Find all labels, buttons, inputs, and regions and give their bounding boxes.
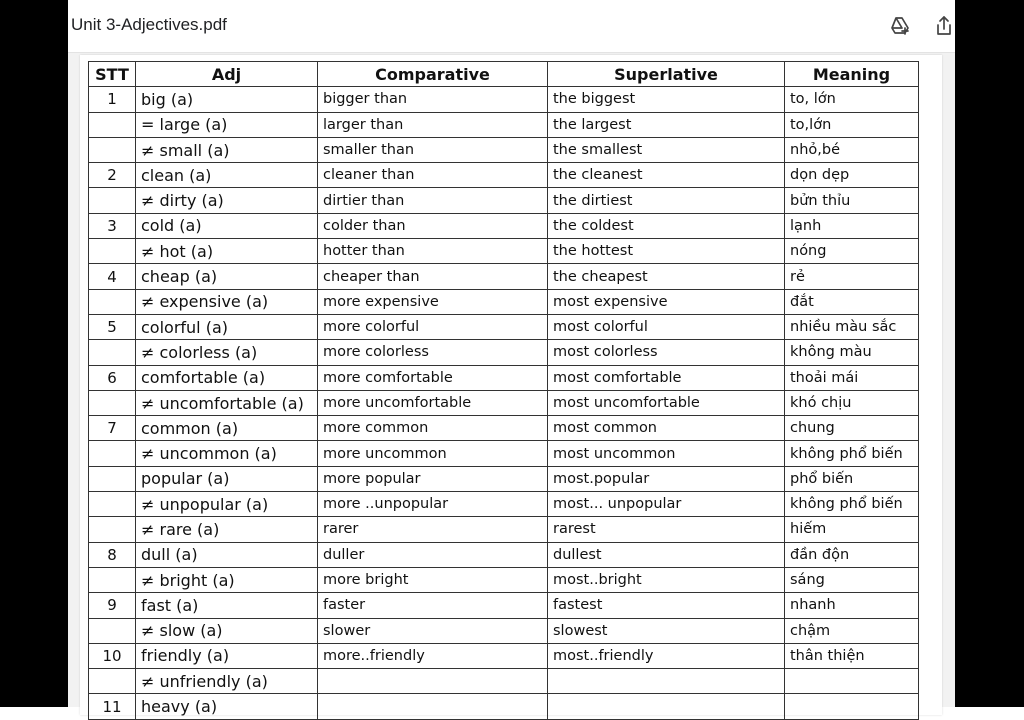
table-row [89, 618, 919, 643]
cell-adjective: ≠ small (a) [136, 137, 318, 162]
table-header-row [89, 62, 919, 87]
cell-stt [89, 188, 136, 213]
cell-stt: 10 [89, 643, 136, 668]
cell-superlative: slowest [548, 618, 785, 643]
cell-meaning: thoải mái [785, 365, 919, 390]
right-black-margin [955, 0, 1024, 707]
add-to-drive-icon[interactable] [888, 14, 912, 38]
table-row [89, 188, 919, 213]
cell-stt: 1 [89, 87, 136, 112]
viewer-toolbar [68, 0, 955, 53]
cell-superlative: most... unpopular [548, 492, 785, 517]
cell-adjective: ≠ uncommon (a) [136, 441, 318, 466]
cell-stt [89, 618, 136, 643]
cell-stt [89, 289, 136, 314]
cell-meaning: nhanh [785, 593, 919, 618]
table-row [89, 517, 919, 542]
document-title: Unit 3-Adjectives.pdf [71, 15, 227, 34]
header-stt: STT [89, 62, 136, 87]
cell-comparative: more popular [318, 466, 548, 491]
header-adj: Adj [136, 62, 318, 87]
cell-comparative: more ..unpopular [318, 492, 548, 517]
cell-adjective: friendly (a) [136, 643, 318, 668]
cell-adjective: ≠ unpopular (a) [136, 492, 318, 517]
cell-stt: 9 [89, 593, 136, 618]
cell-superlative: the cleanest [548, 163, 785, 188]
table-row [89, 466, 919, 491]
cell-adjective: cheap (a) [136, 264, 318, 289]
cell-superlative: dullest [548, 542, 785, 567]
cell-comparative: bigger than [318, 87, 548, 112]
table-row [89, 239, 919, 264]
cell-superlative: most uncommon [548, 441, 785, 466]
cell-meaning: dọn dẹp [785, 163, 919, 188]
cell-superlative: the biggest [548, 87, 785, 112]
cell-superlative: fastest [548, 593, 785, 618]
cell-adjective: = large (a) [136, 112, 318, 137]
cell-adjective: ≠ expensive (a) [136, 289, 318, 314]
cell-comparative: cleaner than [318, 163, 548, 188]
cell-stt [89, 340, 136, 365]
table-row [89, 213, 919, 238]
cell-stt: 3 [89, 213, 136, 238]
table-row [89, 87, 919, 112]
cell-stt [89, 390, 136, 415]
cell-superlative: most colorful [548, 314, 785, 339]
table-row [89, 137, 919, 162]
cell-superlative: the smallest [548, 137, 785, 162]
cell-comparative: more colorless [318, 340, 548, 365]
cell-adjective: fast (a) [136, 593, 318, 618]
cell-comparative: faster [318, 593, 548, 618]
table-row [89, 492, 919, 517]
cell-meaning: rẻ [785, 264, 919, 289]
table-row [89, 264, 919, 289]
cell-meaning: chậm [785, 618, 919, 643]
cell-comparative [318, 669, 548, 694]
cell-superlative: rarest [548, 517, 785, 542]
cell-meaning: không phổ biến [785, 492, 919, 517]
cell-superlative: the hottest [548, 239, 785, 264]
cell-adjective: ≠ colorless (a) [136, 340, 318, 365]
cell-meaning: nhỏ,bé [785, 137, 919, 162]
cell-superlative: the cheapest [548, 264, 785, 289]
cell-stt [89, 112, 136, 137]
cell-superlative: most uncomfortable [548, 390, 785, 415]
cell-meaning: to, lớn [785, 87, 919, 112]
cell-adjective: big (a) [136, 87, 318, 112]
cell-comparative: more expensive [318, 289, 548, 314]
cell-superlative: the dirtiest [548, 188, 785, 213]
document-viewport[interactable] [68, 53, 955, 717]
cell-comparative: rarer [318, 517, 548, 542]
table-row [89, 163, 919, 188]
pdf-page [80, 55, 942, 715]
cell-superlative: the coldest [548, 213, 785, 238]
cell-adjective: common (a) [136, 416, 318, 441]
cell-stt: 4 [89, 264, 136, 289]
cell-stt [89, 239, 136, 264]
cell-comparative: larger than [318, 112, 548, 137]
cell-superlative: most colorless [548, 340, 785, 365]
cell-adjective: heavy (a) [136, 694, 318, 719]
cell-stt [89, 441, 136, 466]
cell-adjective: dull (a) [136, 542, 318, 567]
table-row [89, 542, 919, 567]
cell-superlative [548, 669, 785, 694]
cell-comparative: smaller than [318, 137, 548, 162]
cell-adjective: ≠ bright (a) [136, 567, 318, 592]
cell-adjective: colorful (a) [136, 314, 318, 339]
cell-stt: 11 [89, 694, 136, 719]
header-comparative: Comparative [318, 62, 548, 87]
adjectives-table [88, 61, 919, 720]
header-superlative: Superlative [548, 62, 785, 87]
table-row [89, 567, 919, 592]
table-row [89, 314, 919, 339]
cell-superlative: most.popular [548, 466, 785, 491]
cell-comparative: more..friendly [318, 643, 548, 668]
cell-stt [89, 567, 136, 592]
cell-meaning: không màu [785, 340, 919, 365]
cell-meaning: phổ biến [785, 466, 919, 491]
cell-adjective: ≠ slow (a) [136, 618, 318, 643]
cell-adjective: ≠ unfriendly (a) [136, 669, 318, 694]
cell-meaning: khó chịu [785, 390, 919, 415]
table-body [89, 87, 919, 719]
cell-meaning: đắt [785, 289, 919, 314]
cell-superlative: the largest [548, 112, 785, 137]
table-row [89, 390, 919, 415]
cell-adjective: cold (a) [136, 213, 318, 238]
cell-superlative: most common [548, 416, 785, 441]
cell-comparative: more comfortable [318, 365, 548, 390]
table-row [89, 416, 919, 441]
cell-meaning: chung [785, 416, 919, 441]
cell-meaning: bửn thỉu [785, 188, 919, 213]
cell-comparative: slower [318, 618, 548, 643]
cell-adjective: clean (a) [136, 163, 318, 188]
header-meaning: Meaning [785, 62, 919, 87]
cell-meaning: không phổ biến [785, 441, 919, 466]
cell-meaning: sáng [785, 567, 919, 592]
cell-meaning [785, 669, 919, 694]
table-row [89, 289, 919, 314]
cell-comparative: more bright [318, 567, 548, 592]
cell-superlative: most comfortable [548, 365, 785, 390]
cell-meaning: hiếm [785, 517, 919, 542]
left-black-margin [0, 0, 68, 707]
cell-adjective: ≠ hot (a) [136, 239, 318, 264]
cell-stt [89, 517, 136, 542]
cell-stt: 7 [89, 416, 136, 441]
cell-stt: 8 [89, 542, 136, 567]
table-row [89, 593, 919, 618]
cell-stt [89, 669, 136, 694]
share-icon[interactable] [932, 14, 956, 38]
cell-meaning: lạnh [785, 213, 919, 238]
cell-comparative: colder than [318, 213, 548, 238]
table-row [89, 340, 919, 365]
cell-meaning: đần độn [785, 542, 919, 567]
cell-stt: 2 [89, 163, 136, 188]
cell-comparative: more uncommon [318, 441, 548, 466]
cell-stt [89, 466, 136, 491]
cell-comparative: cheaper than [318, 264, 548, 289]
cell-meaning: to,lớn [785, 112, 919, 137]
cell-meaning: nóng [785, 239, 919, 264]
cell-comparative: more common [318, 416, 548, 441]
cell-superlative: most expensive [548, 289, 785, 314]
cell-adjective: ≠ dirty (a) [136, 188, 318, 213]
table-row [89, 643, 919, 668]
cell-adjective: ≠ rare (a) [136, 517, 318, 542]
cell-stt: 6 [89, 365, 136, 390]
cell-stt [89, 492, 136, 517]
cell-comparative: more colorful [318, 314, 548, 339]
cell-adjective: ≠ uncomfortable (a) [136, 390, 318, 415]
table-row [89, 669, 919, 694]
table-row [89, 441, 919, 466]
table-row [89, 112, 919, 137]
cell-superlative: most..friendly [548, 643, 785, 668]
cell-adjective: popular (a) [136, 466, 318, 491]
cell-meaning: nhiều màu sắc [785, 314, 919, 339]
table-row [89, 365, 919, 390]
cell-adjective: comfortable (a) [136, 365, 318, 390]
cell-stt [89, 137, 136, 162]
cell-comparative: dirtier than [318, 188, 548, 213]
cell-superlative: most..bright [548, 567, 785, 592]
cell-comparative: duller [318, 542, 548, 567]
cell-comparative: more uncomfortable [318, 390, 548, 415]
cell-comparative: hotter than [318, 239, 548, 264]
cell-meaning: thân thiện [785, 643, 919, 668]
cell-stt: 5 [89, 314, 136, 339]
